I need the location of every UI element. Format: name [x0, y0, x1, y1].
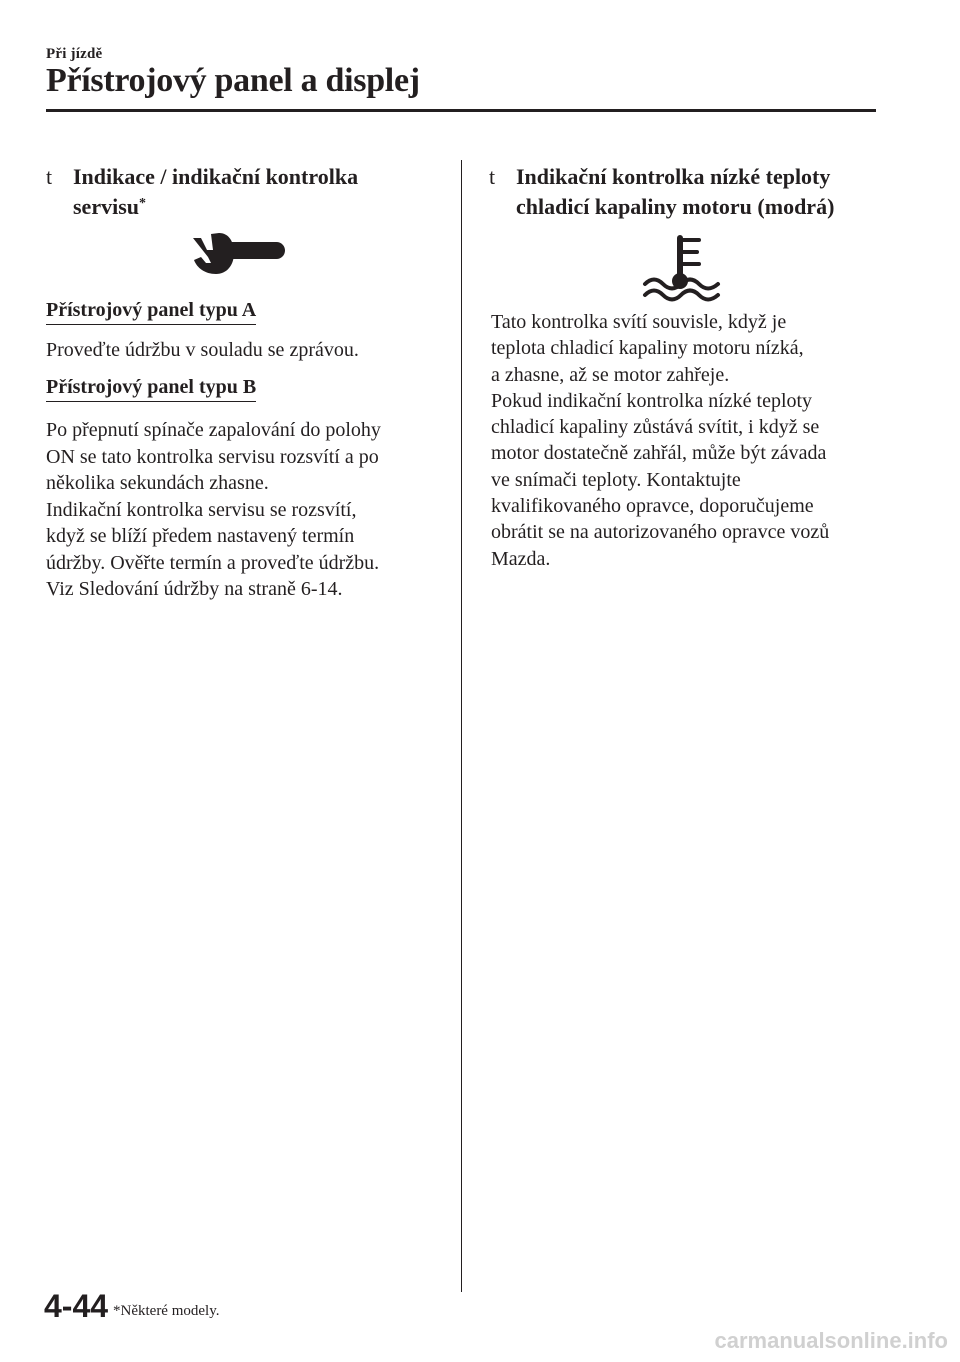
watermark: carmanualsonline.info: [714, 1328, 948, 1353]
item-marker: t: [46, 164, 53, 189]
footnote: *Některé modely.: [113, 1303, 220, 1319]
paragraph-line: když se blíží předem nastavený termín: [46, 525, 355, 547]
heading-line-1: Indikační kontrolka nízké teploty: [516, 164, 831, 189]
paragraph-line: Tato kontrolka svítí souvisle, když je: [491, 311, 787, 333]
paragraph-line: obrátit se na autorizovaného opravce vozů: [491, 521, 830, 544]
paragraph-line: a zhasne, až se motor zahřeje.: [491, 363, 730, 386]
heading-line-2: chladicí kapaliny motoru (modrá): [516, 194, 835, 219]
service-indicator-heading: [46, 162, 446, 222]
paragraph-line: Viz Sledování údržby na straně 6-14.: [46, 578, 343, 600]
heading-line-2: [46, 192, 446, 222]
page-number: 4-44: [44, 1288, 109, 1324]
heading-line-2-text: servisu: [73, 194, 139, 219]
paragraph-line: údržby. Ověřte termín a proveďte údržbu.: [46, 551, 380, 574]
coolant-indicator-paragraph: [491, 309, 891, 572]
paragraph-line: Po přepnutí spínače zapalování do polohy: [46, 419, 381, 441]
paragraph-type-a: [46, 337, 446, 364]
paragraph-line: Indikační kontrolka servisu se rozsvítí,: [46, 498, 357, 521]
paragraph-line: Mazda.: [491, 547, 551, 570]
heading-line-1: Indikace / indikační kontrolka: [73, 164, 359, 189]
paragraph-line: ON se tato kontrolka servisu rozsvítí a po: [46, 445, 379, 468]
column-divider: [461, 160, 462, 1292]
paragraph-line: Proveďte údržbu v souladu se zprávou.: [46, 339, 359, 361]
paragraph-line: motor dostatečně zahřál, může být závada: [491, 442, 827, 465]
sub-heading-type-a: Přístrojový panel typu A: [46, 299, 256, 325]
paragraph-line: kvalifikovaného opravce, doporučujeme: [491, 495, 814, 518]
section-label: Při jízdě: [46, 46, 103, 62]
coolant-indicator-heading: [489, 162, 889, 222]
sub-heading-type-b: Přístrojový panel typu B: [46, 376, 256, 402]
paragraph-line: Pokud indikační kontrolka nízké teploty: [491, 389, 813, 412]
chapter-title: Přístrojový panel a displej: [46, 62, 420, 99]
paragraph-line: teplota chladicí kapaliny motoru nízká,: [491, 337, 804, 360]
wrench-icon: [189, 230, 289, 283]
footnote-asterisk: *: [139, 196, 146, 211]
coolant-temperature-icon: [642, 232, 722, 309]
paragraph-type-b: [46, 417, 446, 603]
paragraph-line: chladicí kapaliny zůstává svítit, i když se: [491, 416, 820, 439]
paragraph-line: několika sekundách zhasne.: [46, 472, 269, 494]
title-rule: [46, 109, 876, 112]
paragraph-line: ve snímači teploty. Kontaktujte: [491, 468, 741, 491]
right-column: [489, 162, 889, 570]
left-column: [46, 162, 446, 600]
item-marker: t: [489, 164, 496, 189]
